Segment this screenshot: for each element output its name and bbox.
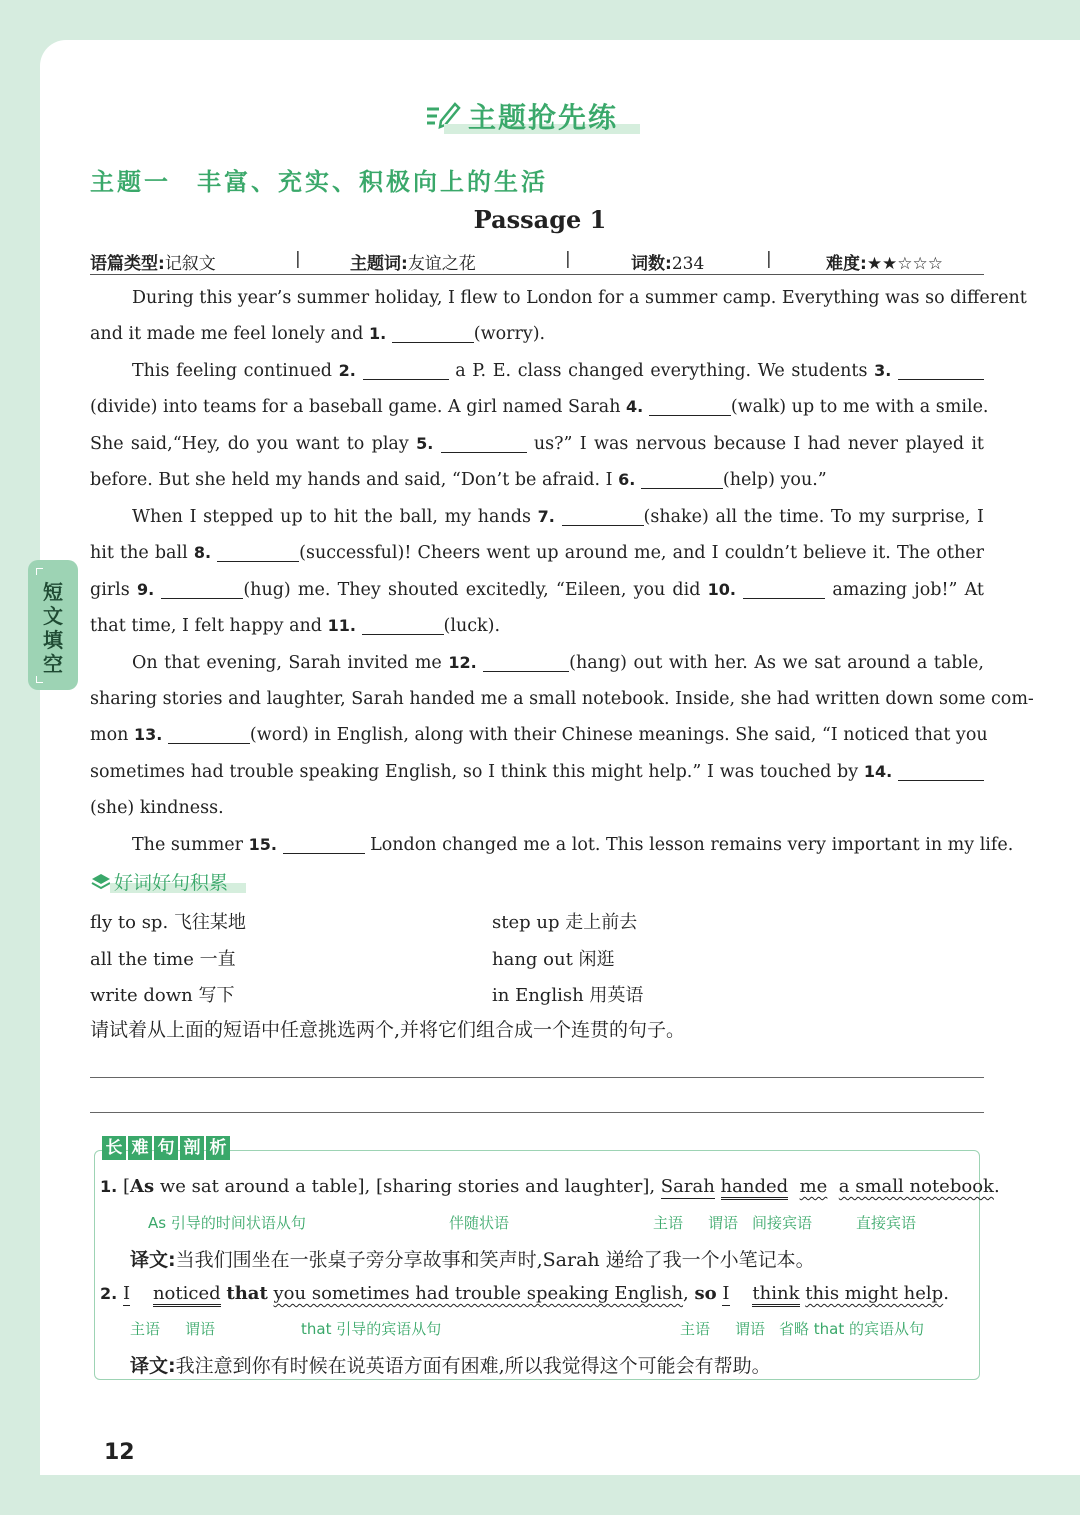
blank-6[interactable]	[641, 470, 723, 489]
s2-clause2: this might help	[805, 1283, 944, 1304]
s2-verb2: think	[752, 1283, 799, 1307]
topic-name: 丰富、充实、积极向上的生活	[197, 168, 548, 196]
blank-2[interactable]	[363, 361, 449, 380]
translation-2: 译文:我注意到你有时候在说英语方面有困难,所以我觉得这个可能会有帮助。	[130, 1355, 771, 1377]
passage-line: girls 9. (hug) me. They shouted excitedly, “Eileen, you did 10. amazing job!” At	[90, 580, 984, 600]
label-verb: 谓语	[708, 1214, 739, 1232]
meta-sep-2: |	[565, 249, 571, 269]
side-bracket-top	[36, 568, 43, 575]
side-tab-text: 短文填空	[43, 580, 63, 676]
label-verb: 谓语	[185, 1320, 216, 1338]
blank-11[interactable]	[362, 616, 444, 635]
passage-line: before. But she held my hands and said, “Don’t be afraid. I 6. (help) you.”	[90, 470, 827, 490]
side-bracket-bottom	[36, 676, 43, 683]
label-subject: 主语	[653, 1214, 684, 1232]
theme-value: 友谊之花	[407, 254, 476, 274]
blank-8[interactable]	[217, 543, 299, 562]
label-iobj: 间接宾语	[752, 1214, 813, 1232]
blank-12[interactable]	[483, 653, 569, 672]
passage-line: On that evening, Sarah invited me 12. (hang) out with her. As we sat around a table,	[132, 653, 984, 673]
s1-dobj: a small notebook	[838, 1176, 994, 1197]
accumulation-title: 好词好句积累	[114, 872, 229, 894]
blank-3[interactable]	[898, 361, 984, 380]
sentence-2: 2. I noticed that you sometimes had trouble speaking English, so I think this might help.	[100, 1283, 949, 1304]
analysis-tag: 难	[128, 1136, 152, 1160]
passage-line: and it made me feel lonely and 1. (worry).	[90, 324, 546, 344]
blank-13[interactable]	[168, 725, 250, 744]
phrase-item: fly to sp. 飞往某地	[90, 912, 246, 933]
analysis-tag: 长	[102, 1136, 126, 1160]
answer-line-1[interactable]	[90, 1077, 984, 1078]
answer-line-2[interactable]	[90, 1112, 984, 1113]
meta-sep-1: |	[295, 249, 301, 269]
sentence-1: 1. [As we sat around a table], [sharing stories and laughter], Sarah handed me a small notebook.	[100, 1176, 1000, 1197]
analysis-tag: 剖	[180, 1136, 204, 1160]
blank-4[interactable]	[649, 397, 731, 416]
passage-line: (divide) into teams for a baseball game. A girl named Sarah 4. (walk) up to me with a smile.	[90, 397, 989, 417]
s1-iobj: me	[799, 1176, 828, 1197]
label-clause2: 省略 that 的宾语从句	[779, 1320, 924, 1338]
passage-line: When I stepped up to hit the ball, my hands 7. (shake) all the time. To my surprise, I	[132, 507, 984, 527]
words-label: 词数:	[631, 254, 672, 274]
topic-label: 主题一	[90, 168, 171, 196]
label-dobj: 直接宾语	[856, 1214, 917, 1232]
passage-line: mon 13. (word) in English, along with their Chinese meanings. She said, “I noticed that you	[90, 725, 988, 745]
blank-5[interactable]	[441, 434, 527, 453]
meta-sep-3: |	[766, 249, 772, 269]
difficulty-label: 难度:	[826, 254, 867, 274]
label-verb2: 谓语	[735, 1320, 766, 1338]
label-subject2: 主语	[680, 1320, 711, 1338]
passage-line: During this year’s summer holiday, I flew to London for a summer camp. Everything was so different	[132, 288, 1027, 308]
passage-title: Passage 1	[473, 205, 607, 234]
phrase-item: all the time 一直	[90, 949, 236, 970]
phrase-item: hang out 闲逛	[492, 949, 615, 970]
blank-14[interactable]	[898, 762, 984, 781]
s2-clause: you sometimes had trouble speaking English	[273, 1283, 684, 1304]
topic-heading	[90, 162, 548, 197]
words-value: 234	[671, 254, 705, 274]
type-label: 语篇类型:	[90, 254, 165, 274]
phrase-item: step up 走上前去	[492, 912, 638, 933]
s2-subject2: I	[722, 1283, 730, 1304]
passage-meta	[90, 248, 984, 275]
label-phrase: 伴随状语	[449, 1214, 510, 1232]
label-clause: As 引导的时间状语从句	[148, 1214, 306, 1232]
blank-10[interactable]	[743, 580, 825, 599]
passage-line: (she) kindness.	[90, 798, 224, 818]
blank-7[interactable]	[562, 507, 644, 526]
analysis-tag: 句	[154, 1136, 178, 1160]
type-value: 记叙文	[164, 254, 216, 274]
s1-verb: handed	[721, 1176, 789, 1200]
writing-prompt: 请试着从上面的短语中任意挑选两个,并将它们组合成一个连贯的句子。	[90, 1019, 686, 1041]
phrase-item: in English 用英语	[492, 985, 644, 1006]
difficulty-stars: ★★☆☆☆	[866, 254, 944, 274]
translation-1: 译文:当我们围坐在一张桌子旁分享故事和笑声时,Sarah 递给了我一个小笔记本。	[130, 1249, 815, 1271]
passage-line: The summer 15. London changed me a lot. This lesson remains very important in my life.	[132, 835, 1014, 855]
analysis-tag: 析	[206, 1136, 230, 1160]
s2-subject: I	[122, 1283, 131, 1304]
blank-1[interactable]	[392, 324, 474, 343]
passage-line: This feeling continued 2. a P. E. class changed everything. We students 3.	[132, 361, 984, 381]
section-title: 主题抢先练	[468, 101, 619, 134]
passage-line: that time, I felt happy and 11. (luck).	[90, 616, 501, 636]
page-number: 12	[104, 1440, 135, 1465]
passage-line: She said,“Hey, do you want to play 5. us?” I was nervous because I had never played it	[90, 434, 984, 454]
s1-subject: Sarah	[660, 1176, 715, 1197]
blank-9[interactable]	[161, 580, 243, 599]
phrase-item: write down 写下	[90, 985, 235, 1006]
layers-icon	[90, 872, 112, 892]
label-clause: that 引导的宾语从句	[301, 1320, 442, 1338]
passage-line: hit the ball 8. (successful)! Cheers went up around me, and I couldn’t believe it. The other	[90, 543, 984, 563]
theme-label: 主题词:	[350, 254, 408, 274]
s2-verb: noticed	[153, 1283, 221, 1307]
passage-line: sharing stories and laughter, Sarah handed me a small notebook. Inside, she had written down some com-	[90, 689, 1034, 709]
label-subject: 主语	[130, 1320, 161, 1338]
passage-line: sometimes had trouble speaking English, so I think this might help.” I was touched by 14.	[90, 762, 984, 782]
blank-15[interactable]	[283, 835, 365, 854]
